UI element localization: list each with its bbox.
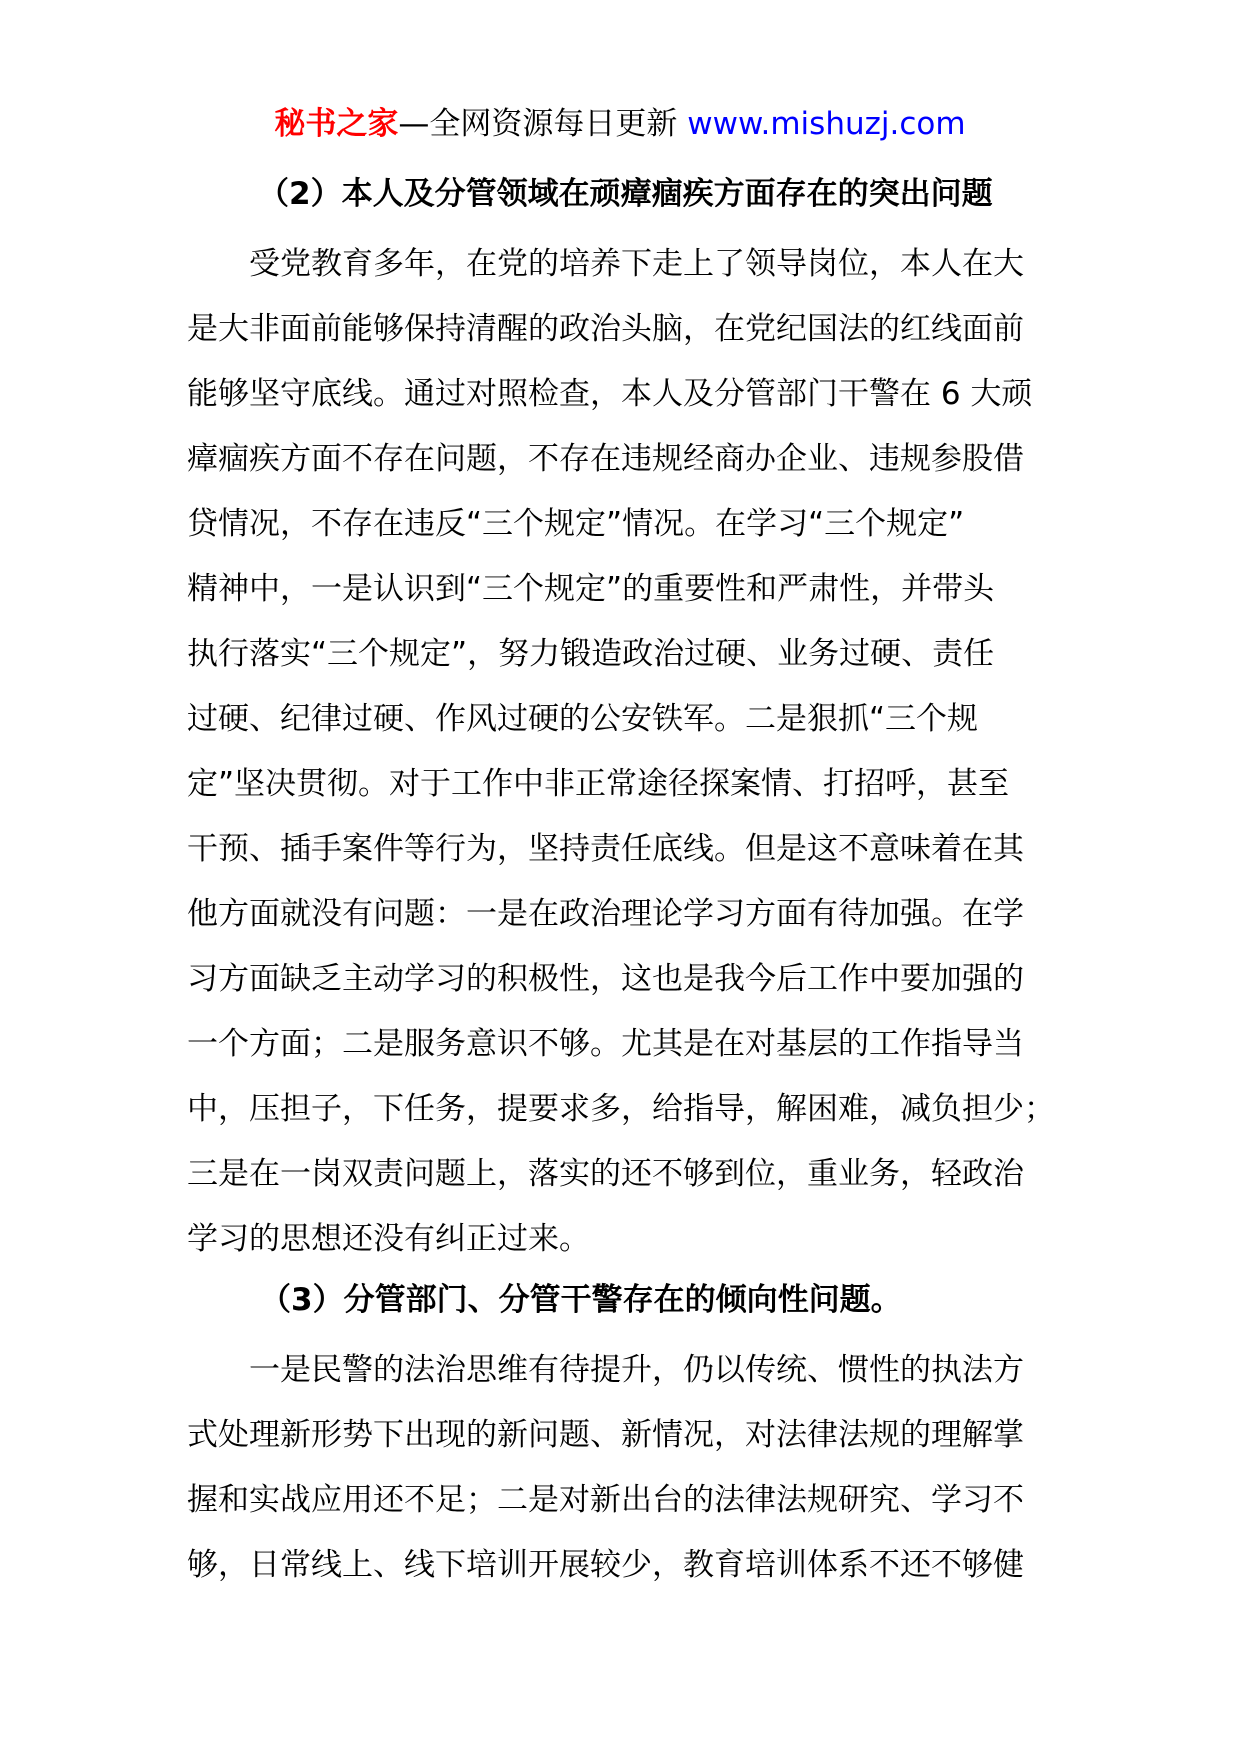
paragraph-line: 一个方面；二是服务意识不够。尤其是在对基层的工作指导当 [187, 1026, 1024, 1062]
site-header [0, 100, 1240, 148]
paragraph-line: 式处理新形势下出现的新问题、新情况，对法律法规的理解掌 [187, 1417, 1024, 1453]
section-3-paragraph [187, 1338, 1067, 1598]
paragraph-line: 过硬、纪律过硬、作风过硬的公安铁军。二是狠抓“三个规 [187, 701, 979, 737]
paragraph-line: 受党教育多年，在党的培养下走上了领导岗位，本人在大 [249, 246, 1024, 282]
section-3-heading: （3）分管部门、分管干警存在的倾向性问题。 [260, 1282, 902, 1318]
paragraph-line: 瘴痼疾方面不存在问题，不存在违规经商办企业、违规参股借 [187, 441, 1024, 477]
paragraph-line: 他方面就没有问题：一是在政治理论学习方面有待加强。在学 [187, 896, 1024, 932]
section-2-heading: （2）本人及分管领域在顽瘴痼疾方面存在的突出问题 [258, 176, 993, 212]
paragraph-line: 够，日常线上、线下培训开展较少，教育培训体系不还不够健 [187, 1547, 1024, 1583]
paragraph-line: 一是民警的法治思维有待提升，仍以传统、惯性的执法方 [249, 1352, 1024, 1388]
site-url-link[interactable]: www.mishuzj.com [687, 106, 966, 142]
site-tagline: —全网资源每日更新 [398, 106, 688, 142]
paragraph-line: 贷情况，不存在违反“三个规定”情况。在学习“三个规定” [187, 506, 965, 542]
paragraph-line: 执行落实“三个规定”，努力锻造政治过硬、业务过硬、责任 [187, 636, 995, 672]
paragraph-line: 中，压担子，下任务，提要求多，给指导，解困难，减负担少； [187, 1091, 1055, 1127]
site-brand: 秘书之家 [274, 106, 399, 142]
paragraph-line: 习方面缺乏主动学习的积极性，这也是我今后工作中要加强的 [187, 961, 1024, 997]
section-2-paragraph [187, 232, 1067, 1272]
paragraph-line: 三是在一岗双责问题上，落实的还不够到位，重业务，轻政治 [187, 1156, 1024, 1192]
paragraph-line: 定”坚决贯彻。对于工作中非正常途径探案情、打招呼，甚至 [187, 766, 1010, 802]
document-body [187, 166, 1067, 1598]
paragraph-line: 学习的思想还没有纠正过来。 [187, 1221, 590, 1257]
paragraph-line: 能够坚守底线。通过对照检查，本人及分管部门干警在 6 大顽 [187, 376, 1033, 412]
paragraph-line: 精神中，一是认识到“三个规定”的重要性和严肃性，并带头 [187, 571, 995, 607]
paragraph-line: 握和实战应用还不足；二是对新出台的法律法规研究、学习不 [187, 1482, 1024, 1518]
paragraph-line: 是大非面前能够保持清醒的政治头脑，在党纪国法的红线面前 [187, 311, 1024, 347]
paragraph-line: 干预、插手案件等行为，坚持责任底线。但是这不意味着在其 [187, 831, 1024, 867]
